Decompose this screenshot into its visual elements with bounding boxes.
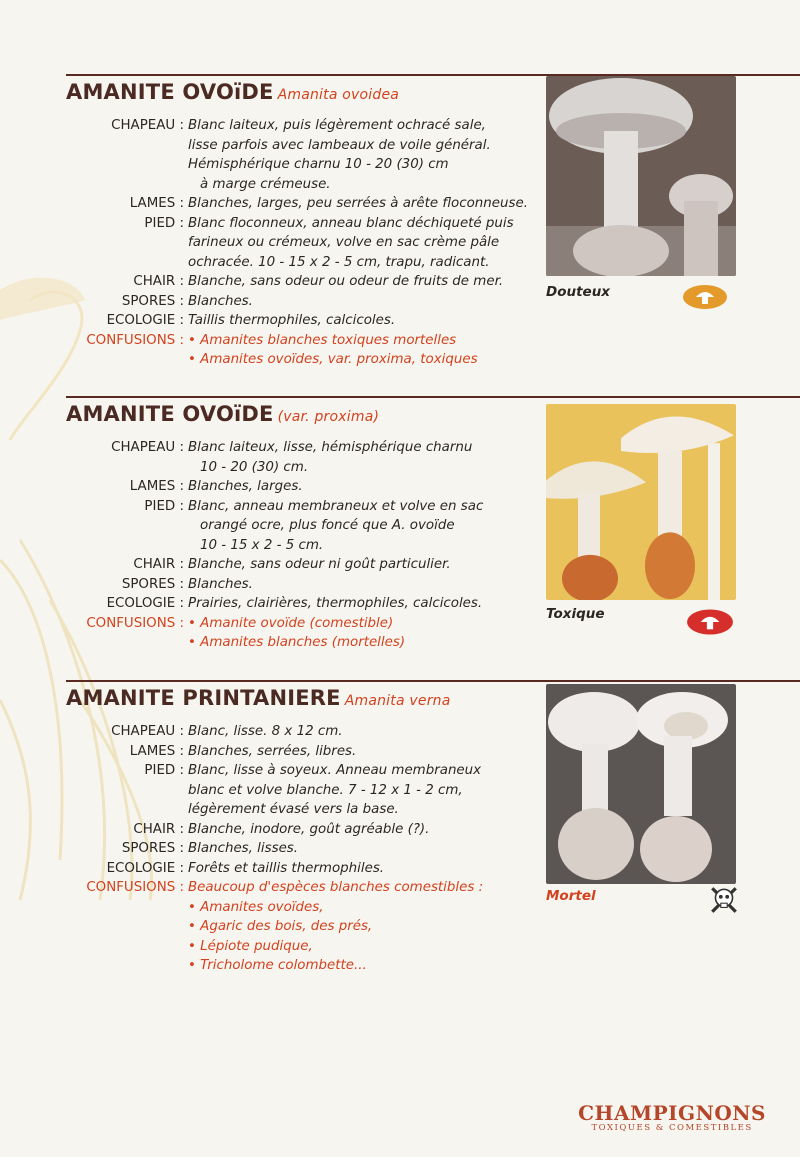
- species-latin-name: Amanita verna: [344, 693, 451, 709]
- mushroom-badge-red-icon: [686, 608, 734, 636]
- row-confusions: [66, 878, 536, 976]
- confusion-item: • Amanites ovoïdes, var. proxima, toxiques: [188, 352, 478, 367]
- label-chapeau: CHAPEAU :: [111, 440, 184, 455]
- confusion-item: • Amanites ovoïdes,: [188, 899, 324, 915]
- species-description: [66, 722, 536, 976]
- value-ecologie: [188, 594, 536, 614]
- value-line: Blanc, anneau membraneux et volve en sac: [188, 498, 484, 514]
- row-lames: [66, 742, 536, 762]
- species-title: [66, 686, 451, 710]
- mushroom-photo: [546, 404, 736, 600]
- species-section-amanite-printaniere: [66, 680, 800, 982]
- value-line: Blanches, larges.: [188, 479, 303, 494]
- value-line: Blanche, inodore, goût agréable (?).: [188, 821, 430, 837]
- value-line: légèrement évasé vers la base.: [188, 802, 399, 817]
- species-description: [66, 116, 536, 370]
- confusion-item: • Agaric des bois, des prés,: [188, 919, 373, 934]
- value-spores: [188, 839, 536, 859]
- toxicity-verdict: Mortel: [546, 888, 596, 904]
- label-confusions: CONFUSIONS :: [86, 332, 184, 348]
- species-section-amanite-ovoide: [66, 74, 800, 396]
- confusion-item: • Amanites blanches toxiques mortelles: [188, 332, 457, 348]
- row-chair: [66, 555, 536, 575]
- value-chapeau: [188, 438, 536, 477]
- row-spores: [66, 292, 536, 312]
- value-line: Blanche, sans odeur ni goût particulier.: [188, 557, 451, 572]
- row-pied: [66, 497, 536, 556]
- value-spores: [188, 292, 536, 312]
- label-lames: LAMES :: [129, 196, 184, 211]
- species-title: [66, 402, 379, 426]
- value-confusions: [188, 614, 536, 653]
- value-lames: [188, 194, 536, 214]
- value-line: Blanches.: [188, 576, 253, 592]
- value-lames: [188, 477, 536, 497]
- label-chair: CHAIR :: [133, 821, 184, 837]
- row-pied: [66, 214, 536, 273]
- value-line: Taillis thermophiles, calcicoles.: [188, 313, 396, 328]
- row-chapeau: [66, 116, 536, 194]
- value-line: Blanc floconneux, anneau blanc déchiqueté puis: [188, 215, 514, 231]
- species-latin-name: Amanita ovoidea: [277, 87, 400, 103]
- row-pied: [66, 761, 536, 820]
- label-lames: LAMES :: [129, 743, 184, 759]
- label-spores: SPORES :: [121, 841, 184, 856]
- row-confusions: [66, 614, 536, 653]
- row-confusions: [66, 331, 536, 370]
- value-lames: [188, 742, 536, 762]
- label-chapeau: CHAPEAU :: [111, 724, 184, 739]
- label-ecologie: ECOLOGIE :: [106, 860, 184, 876]
- value-line: Prairies, clairières, thermophiles, calcicoles.: [188, 596, 483, 611]
- value-line: lisse parfois avec lambeaux de voile général.: [188, 137, 491, 153]
- label-ecologie: ECOLOGIE :: [106, 313, 184, 328]
- value-line: farineux ou crémeux, volve en sac crème pâle: [188, 235, 500, 250]
- value-pied: [188, 761, 536, 820]
- row-ecologie: [66, 594, 536, 614]
- toxicity-verdict: Toxique: [546, 606, 605, 622]
- toxicity-verdict: Douteux: [546, 284, 611, 300]
- value-line: Blanc laiteux, lisse, hémisphérique charnu: [188, 440, 473, 455]
- value-pied: [188, 214, 536, 273]
- label-lames: LAMES :: [129, 479, 184, 494]
- label-pied: PIED :: [144, 215, 184, 231]
- confusion-item: • Tricholome colombette...: [188, 958, 367, 973]
- label-pied: PIED :: [144, 763, 184, 778]
- confusion-item: Beaucoup d'espèces blanches comestibles :: [188, 880, 484, 895]
- value-line: Blanc, lisse. 8 x 12 cm.: [188, 724, 343, 739]
- value-chair: [188, 820, 536, 840]
- value-chair: [188, 272, 536, 292]
- species-name: AMANITE OVOïDE: [66, 80, 274, 104]
- label-chapeau: CHAPEAU :: [111, 118, 184, 133]
- value-line: blanc et volve blanche. 7 - 12 x 1 - 2 cm,: [188, 782, 463, 798]
- label-confusions: CONFUSIONS :: [86, 615, 184, 631]
- value-confusions: [188, 331, 536, 370]
- value-line: Blanche, sans odeur ou odeur de fruits de mer.: [188, 274, 504, 289]
- label-ecologie: ECOLOGIE :: [106, 596, 184, 611]
- row-chapeau: [66, 438, 536, 477]
- footer-brand: [578, 1101, 766, 1133]
- confusion-item: • Lépiote pudique,: [188, 938, 313, 954]
- label-chair: CHAIR :: [133, 274, 184, 289]
- label-spores: SPORES :: [121, 293, 184, 309]
- row-spores: [66, 839, 536, 859]
- confusion-item: • Amanite ovoïde (comestible): [188, 615, 394, 631]
- row-lames: [66, 194, 536, 214]
- value-line: Blanc, lisse à soyeux. Anneau membraneux: [188, 763, 482, 778]
- row-chair: [66, 820, 536, 840]
- species-name: AMANITE PRINTANIERE: [66, 686, 341, 710]
- row-chapeau: [66, 722, 536, 742]
- label-spores: SPORES :: [121, 576, 184, 592]
- value-ecologie: [188, 859, 536, 879]
- brand-tagline: TOXIQUES & COMESTIBLES: [591, 1123, 753, 1133]
- brand-title: CHAMPIGNONS: [578, 1101, 766, 1125]
- label-confusions: CONFUSIONS :: [86, 880, 184, 895]
- value-chapeau: [188, 722, 536, 742]
- value-line: orangé ocre, plus foncé que A. ovoïde: [200, 518, 455, 533]
- species-description: [66, 438, 536, 653]
- value-line: Blanches, larges, peu serrées à arête floconneuse.: [188, 196, 528, 211]
- species-title: [66, 80, 399, 104]
- mushroom-badge-orange-icon: [682, 284, 728, 310]
- value-line: ochracée. 10 - 15 x 2 - 5 cm, trapu, radicant.: [188, 254, 490, 270]
- species-latin-name: (var. proxima): [277, 409, 380, 425]
- value-chair: [188, 555, 536, 575]
- value-chapeau: [188, 116, 536, 194]
- value-line: Blanches, lisses.: [188, 841, 299, 856]
- row-lames: [66, 477, 536, 497]
- value-line: Hémisphérique charnu 10 - 20 (30) cm: [188, 157, 449, 172]
- value-line: 10 - 15 x 2 - 5 cm.: [200, 537, 324, 553]
- value-line: Blanches, serrées, libres.: [188, 743, 357, 759]
- value-line: Blanches.: [188, 293, 253, 309]
- mushroom-photo: [546, 684, 736, 884]
- value-ecologie: [188, 311, 536, 331]
- row-ecologie: [66, 859, 536, 879]
- skull-crossbones-icon: [708, 884, 740, 916]
- value-line: Blanc laiteux, puis légèrement ochracé sale,: [188, 118, 486, 133]
- value-line: à marge crémeuse.: [200, 176, 331, 192]
- mushroom-photo: [546, 76, 736, 276]
- confusion-item: • Amanites blanches (mortelles): [188, 635, 406, 650]
- label-chair: CHAIR :: [133, 557, 184, 572]
- value-line: 10 - 20 (30) cm.: [200, 459, 309, 475]
- value-line: Forêts et taillis thermophiles.: [188, 860, 385, 876]
- row-spores: [66, 575, 536, 595]
- row-ecologie: [66, 311, 536, 331]
- value-spores: [188, 575, 536, 595]
- species-name: AMANITE OVOïDE: [66, 402, 274, 426]
- species-section-amanite-ovoide-proxima: [66, 396, 800, 680]
- value-pied: [188, 497, 536, 556]
- row-chair: [66, 272, 536, 292]
- label-pied: PIED :: [144, 498, 184, 514]
- value-confusions: [188, 878, 536, 976]
